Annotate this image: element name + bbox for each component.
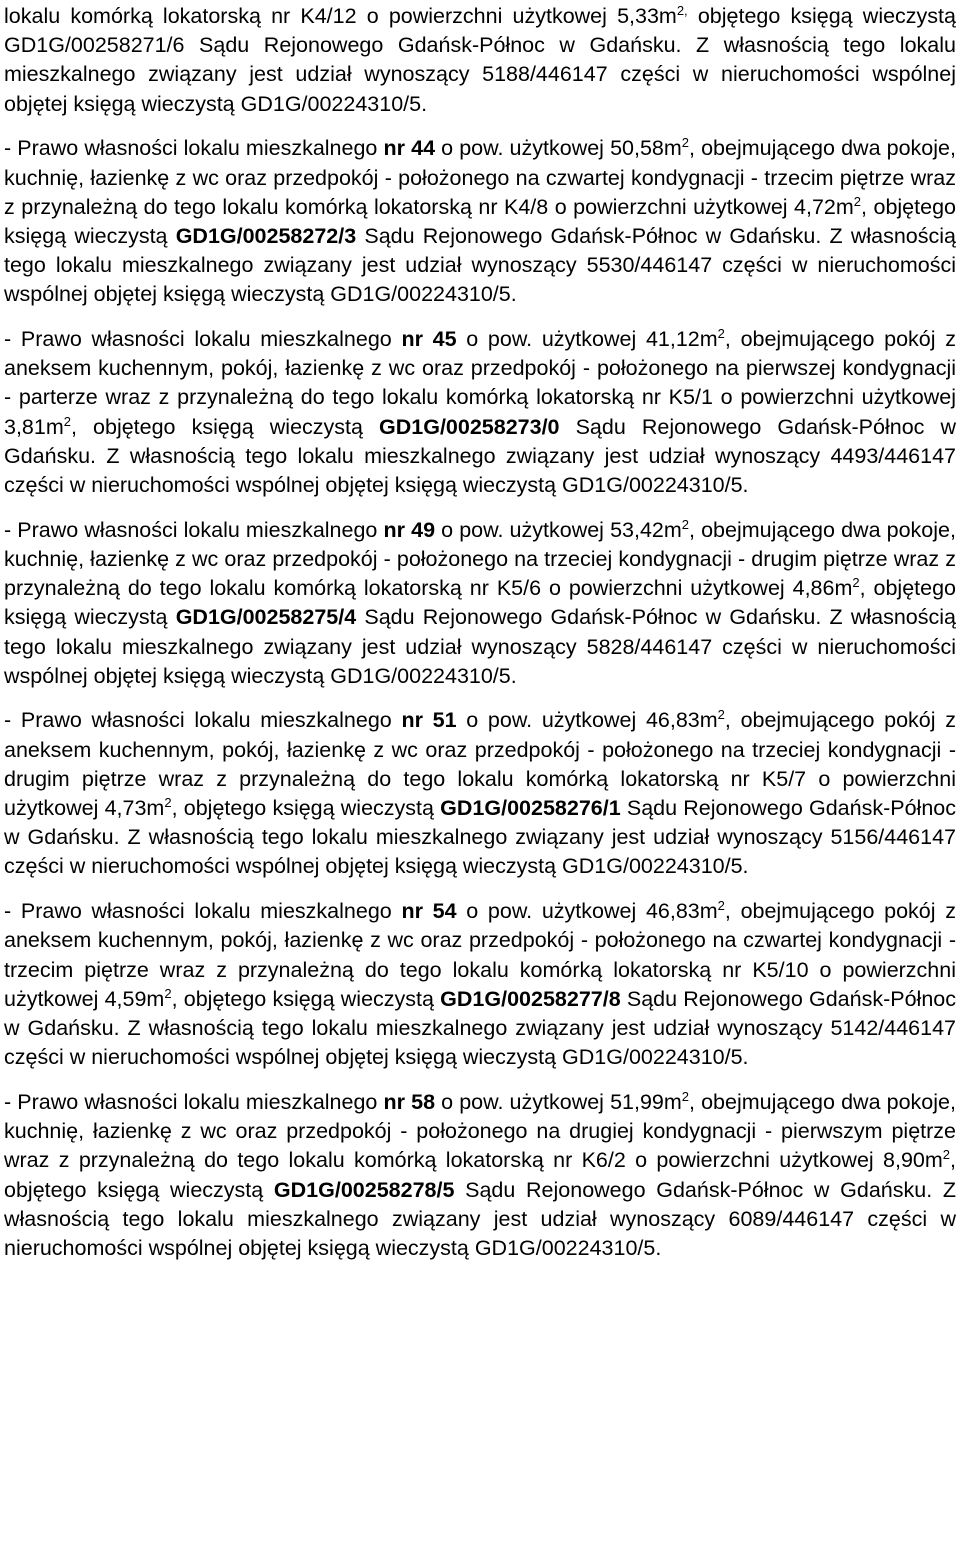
area-text: o pow. użytkowej 46,83m — [456, 708, 718, 733]
entry-prefix: - Prawo własności lokalu mieszkalnego — [4, 517, 384, 542]
entry-description: , obejmującego pokój z aneksem kuchennym, pokój, łazienkę z wc oraz przedpokój - położonego na czwartej kondygnacji - trzecim piętrze wraz z przynależną do tego lokalu komórką lokatorską nr K5/10 o powierzchni użytkowej 4,59m — [4, 899, 956, 1011]
intro-text: lokalu komórką lokatorską nr K4/12 o powierzchni użytkowej 5,33m — [4, 4, 677, 28]
entry-description: , obejmującego dwa pokoje, kuchnię, łazienkę z wc oraz przedpokój - położonego na trzeciej kondygnacji - drugim piętrze wraz z przynależną do tego lokalu komórką lokatorską nr K5/6 o powierzchni użytkowej 4,86m — [4, 517, 956, 601]
storage-superscript: 2 — [164, 795, 172, 811]
land-register-number: GD1G/00258277/8 — [440, 986, 621, 1011]
entry-description: , obejmującego pokój z aneksem kuchennym, pokój, łazienkę z wc oraz przedpokój - położonego na pierwszej kondygnacji - parterze wraz z przynależną do tego lokalu komórką lokatorską nr K5/1 o powierzchni użytkowej 3,81m — [4, 327, 956, 439]
area-text: o pow. użytkowej 50,58m — [435, 136, 682, 161]
area-text: o pow. użytkowej 51,99m — [435, 1089, 682, 1114]
entry-description: , obejmującego dwa pokoje, kuchnię, łazienkę z wc oraz przedpokój - położonego na drugiej kondygnacji - pierwszym piętrze wraz z przynależną do tego lokalu komórką lokatorską nr K6/2 o powierzchni użytkowej 8,90m — [4, 1089, 956, 1173]
entry-paragraph — [4, 325, 956, 500]
entry-prefix: - Prawo własności lokalu mieszkalnego — [4, 136, 384, 161]
storage-superscript: 2 — [164, 985, 172, 1001]
entry-description: , obejmującego dwa pokoje, kuchnię, łazienkę z wc oraz przedpokój - położonego na czwartej kondygnacji - trzecim piętrze wraz z przynależną do tego lokalu komórką lokatorską nr K4/8 o powierzchni użytkowej 4,72m — [4, 136, 956, 219]
entry-tail: Sądu Rejonowego Gdańsk-Północ w Gdańsku. Z własnością tego lokalu mieszkalnego związany jest udział wynoszący 6089/446147 części w nieruchomości wspólnej objętej księgą wieczystą GD1G/00224310/5. — [4, 1177, 956, 1260]
land-register-number: GD1G/00258275/4 — [175, 605, 357, 630]
intro-superscript: 2, — [676, 3, 688, 18]
entry-tail: Sądu Rejonowego Gdańsk-Północ w Gdańsku. Z własnością tego lokalu mieszkalnego związany jest udział wynoszący 4493/446147 części w nieruchomości wspólnej objętej księgą wieczystą GD1G/00224310/5. — [4, 414, 956, 498]
entry-prefix: - Prawo własności lokalu mieszkalnego — [4, 708, 402, 733]
pre-land-register: , objętego księgą wieczystą — [71, 414, 380, 439]
entry-tail: Sądu Rejonowego Gdańsk-Północ w Gdańsku. Z własnością tego lokalu mieszkalnego związany jest udział wynoszący 5142/446147 części w nieruchomości wspólnej objętej księgą wieczystą GD1G/00224310/5. — [4, 986, 956, 1070]
apartment-number: nr 54 — [401, 899, 457, 924]
area-superscript: 2 — [717, 326, 725, 342]
apartment-number: nr 58 — [383, 1089, 436, 1114]
area-superscript: 2 — [681, 1088, 690, 1104]
land-register-number: GD1G/00258278/5 — [273, 1177, 455, 1202]
area-text: o pow. użytkowej 41,12m — [456, 327, 718, 352]
apartment-number: nr 51 — [401, 708, 457, 733]
entry-prefix: - Prawo własności lokalu mieszkalnego — [4, 899, 402, 924]
land-register-number: GD1G/00258276/1 — [440, 796, 621, 821]
intro-land-register-number: GD1G/00258271/6 — [4, 33, 185, 58]
area-superscript: 2 — [717, 707, 725, 723]
pre-land-register: , objętego księgą wieczystą — [4, 1148, 956, 1202]
entry-paragraph — [4, 706, 956, 881]
pre-land-register: , objętego księgą wieczystą — [4, 194, 956, 248]
apartment-number: nr 45 — [401, 327, 457, 352]
intro-paragraph — [4, 2, 956, 119]
pre-land-register: , objętego księgą wieczystą — [171, 986, 441, 1011]
entry-tail: Sądu Rejonowego Gdańsk-Północ w Gdańsku. Z własnością tego lokalu mieszkalnego związany jest udział wynoszący 5156/446147 części w nieruchomości wspólnej objętej księgą wieczystą GD1G/00224310/5. — [4, 796, 956, 879]
area-text: o pow. użytkowej 46,83m — [456, 899, 718, 924]
intro-after-sup: objętego księgą wieczystą — [687, 4, 956, 28]
intro-tail: Sądu Rejonowego Gdańsk-Północ w Gdańsku. Z własnością tego lokalu mieszkalnego związany jest udział wynoszący 5188/446147 części w nieruchomości wspólnej objętej księgą wieczystą GD1G/00224310/5. — [4, 33, 956, 116]
area-text: o pow. użytkowej 53,42m — [435, 517, 682, 542]
area-superscript: 2 — [681, 516, 690, 532]
apartment-number: nr 49 — [383, 517, 436, 542]
entry-tail: Sądu Rejonowego Gdańsk-Północ w Gdańsku. Z własnością tego lokalu mieszkalnego związany jest udział wynoszący 5828/446147 części w nieruchomości wspólnej objętej księgą wieczystą GD1G/00224310/5. — [4, 605, 956, 688]
storage-superscript: 2 — [942, 1147, 951, 1163]
storage-superscript: 2 — [63, 413, 71, 429]
entry-paragraph — [4, 516, 956, 691]
land-register-number: GD1G/00258273/0 — [379, 414, 560, 439]
entry-paragraph — [4, 1088, 956, 1263]
storage-superscript: 2 — [852, 575, 860, 591]
entry-prefix: - Prawo własności lokalu mieszkalnego — [4, 327, 402, 352]
entry-description: , obejmującego pokój z aneksem kuchennym, pokój, łazienkę z wc oraz przedpokój - położonego na trzeciej kondygnacji - drugim piętrze wraz z przynależną do tego lokalu komórką lokatorską nr K5/7 o powierzchni użytkowej 4,73m — [4, 708, 956, 821]
apartment-number: nr 44 — [383, 136, 436, 161]
entry-paragraph — [4, 134, 956, 309]
storage-superscript: 2 — [853, 193, 862, 209]
area-superscript: 2 — [717, 898, 725, 914]
area-superscript: 2 — [681, 135, 690, 151]
pre-land-register: , objętego księgą wieczystą — [4, 576, 956, 630]
pre-land-register: , objętego księgą wieczystą — [171, 796, 441, 821]
entry-tail: Sądu Rejonowego Gdańsk-Północ w Gdańsku. Z własnością tego lokalu mieszkalnego związany jest udział wynoszący 5530/446147 części w nieruchomości wspólnej objętej księgą wieczystą GD1G/00224310/5. — [4, 223, 956, 307]
entry-paragraph — [4, 897, 956, 1072]
entry-prefix: - Prawo własności lokalu mieszkalnego — [4, 1089, 384, 1114]
land-register-number: GD1G/00258272/3 — [175, 223, 357, 248]
